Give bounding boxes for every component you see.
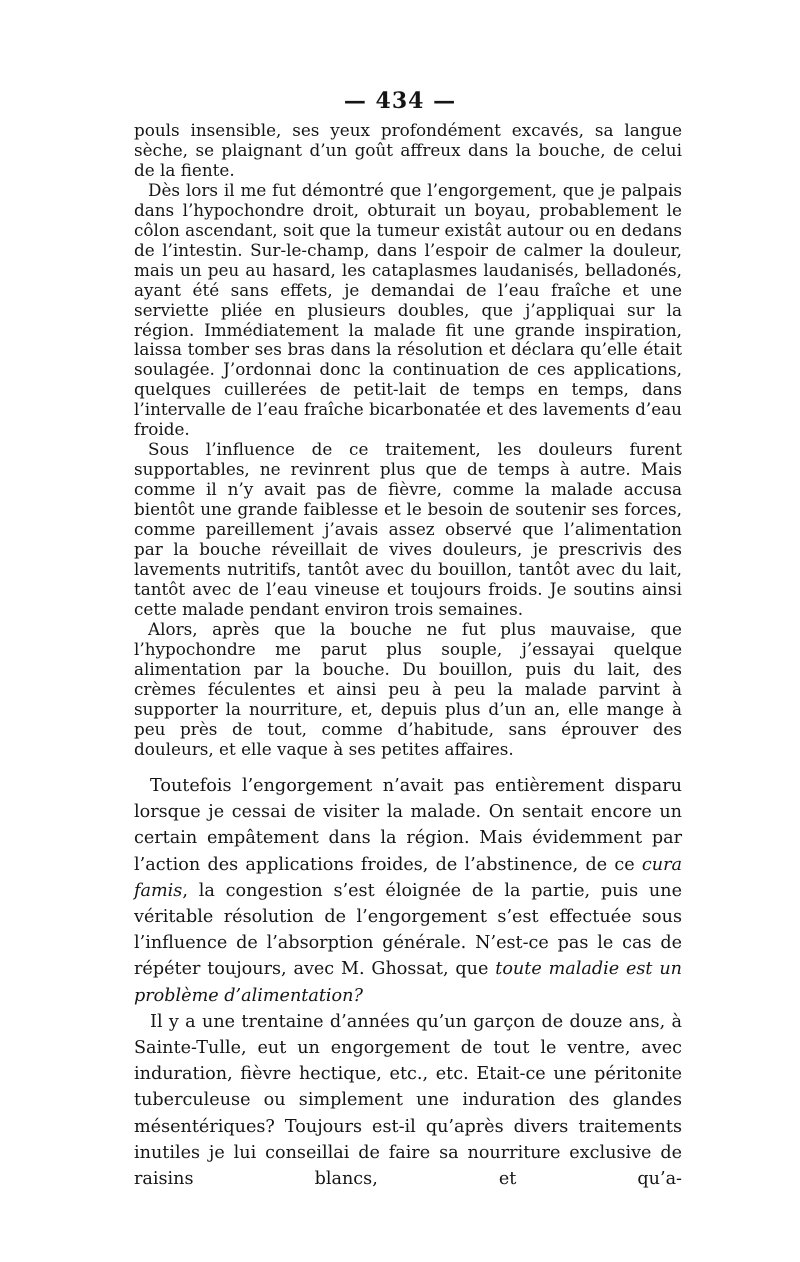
paragraph-recovery: Alors, après que la bouche ne fut plus mauvaise, que l’hypochondre me parut plus souple, j’essayai quelque alimentation par la bouche. Du bouillon, puis du lait, des crèmes féculentes et ainsi peu à peu la malade parvint à supporter la nourriture, et, depuis plus d’un an, elle mange à peu près de tout, comme d’habitude, sans éprouver des douleurs, et elle vaque à ses petites affaires. (134, 618, 682, 759)
paragraph-treatment: Sous l’influence de ce traitement, les douleurs furent supportables, ne revinrent plus que de temps à autre. Mais comme il n’y avait pas de fièvre, comme la malade accusa bientôt une grande faiblesse et le besoin de soutenir ses forces, comme pareillement j’avais assez observé que l’alimentation par la bouche réveillait de vives douleurs, je prescrivis des lavements nutritifs, tantôt avec du bouillon, tantôt avec du lait, tantôt avec de l’eau vineuse et toujours froids. Je soutins ainsi cette malade pendant environ trois semaines. (134, 439, 682, 619)
page-number: — 434 — (343, 88, 457, 114)
conclusion-text-middle: , la congestion s’est éloignée de la partie, puis une véritable résolution de l’engorgement s’est effectuée sous l’influence de l’absorption générale. N’est-ce pas le cas de répéter toujours, avec M. Ghossat, que (134, 880, 682, 980)
paragraph-case-sainte-tulle: Il y a une trentaine d’années qu’un garçon de douze ans, à Sainte-Tulle, eut un engorgement de tout le ventre, avec induration, fièvre hectique, etc., etc. Etait-ce une péritonite tuberculeuse ou simplement une induration des glandes mésentériques? Toujours est-il qu’après divers traitements inutiles je lui conseillai de faire sa nourriture exclusive de raisins blancs, et qu’a- (134, 1011, 682, 1190)
paragraph-continuation: pouls insensible, ses yeux profondément excavés, sa langue sèche, se plaignant d’un goût affreux dans la bouche, de celui de la fiente. (134, 120, 682, 180)
latin-term: cura famis (134, 854, 682, 901)
paragraph-diagnosis: Dès lors il me fut démontré que l’engorgement, que je palpais dans l’hypochondre droit, obturait un boyau, probablement le côlon ascendant, soit que la tumeur existât autour ou en dedans de l’intestin. Sur-le-champ, dans l’espoir de calmer la douleur, mais un peu au hasard, les cataplasmes laudanisés, belladonés, ayant été sans effets, je demandai de l’eau fraîche et une serviette pliée en plusieurs doubles, que j’appliquai sur la région. Immédiatement la malade fit une grande inspiration, laissa tomber ses bras dans la résolution et déclara qu’elle était soulagée. J’ordonnai donc la continuation de ces applications, quelques cuillerées de petit-lait de temps en temps, dans l’intervalle de l’eau fraîche bicarbonatée et des lavements d’eau froide. (134, 179, 682, 440)
paragraph-conclusion (134, 773, 682, 1009)
quotation-italic: toute maladie est un problème d’alimentation? (134, 959, 682, 1006)
text-block-upper (134, 121, 682, 760)
text-block-lower (134, 773, 682, 1192)
conclusion-text-start: Toutefois l’engorgement n’avait pas entièrement disparu lorsque je cessai de visiter la malade. On sentait encore un certain empâtement dans la région. Mais évidemment par l’action des applications froides, de l’abstinence, de ce (134, 776, 682, 875)
